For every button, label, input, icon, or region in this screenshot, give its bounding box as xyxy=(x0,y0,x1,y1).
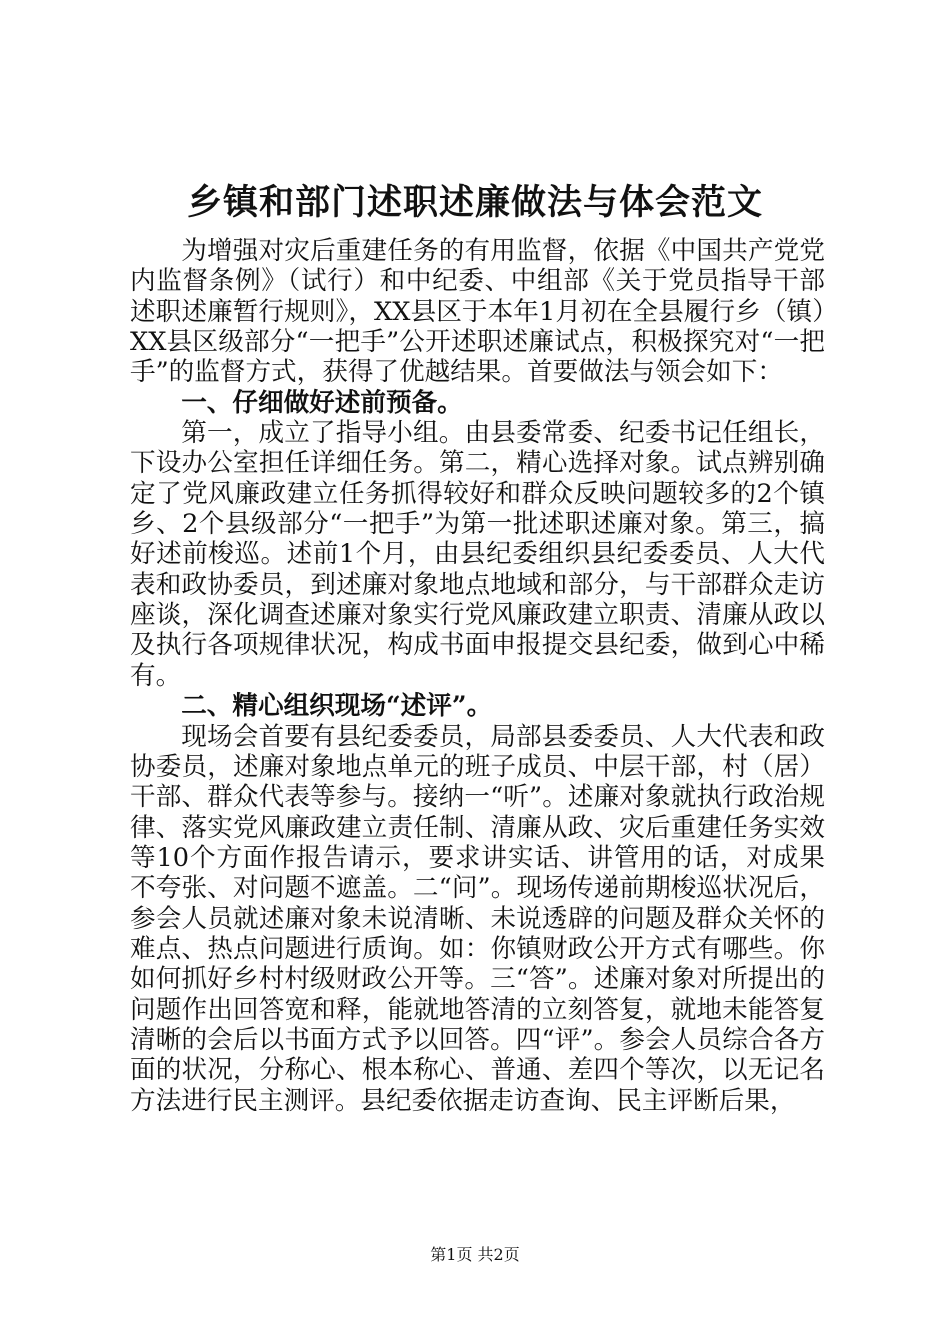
document-body xyxy=(130,236,825,1116)
page-footer: 第1页 共2页 xyxy=(430,1245,520,1264)
section-heading-1: 一、仔细做好述前预备。 xyxy=(181,387,463,418)
paragraph-intro: 为增强对灾后重建任务的有用监督，依据《中国共产党党内监督条例》（试行）和中纪委、中组部《关于党员指导干部述职述廉暂行规则》，XX县区于本年1月初在全县履行乡（镇）XX县区级部分“一把手”公开述职述廉试点，积极探究对“一把手”的监督方式，获得了优越结果。首要做法与领会如下： xyxy=(130,236,825,388)
paragraph-section-1: 第一，成立了指导小组。由县委常委、纪委书记任组长，下设办公室担任详细任务。第二，精心选择对象。试点辨别确定了党风廉政建立任务抓得较好和群众反映问题较多的2个镇乡、2个县级部分“一把手”为第一批述职述廉对象。第三，搞好述前梭巡。述前1个月，由县纪委组织县纪委委员、人大代表和政协委员，到述廉对象地点地域和部分，与干部群众走访座谈，深化调查述廉对象实行党风廉政建立职责、清廉从政以及执行各项规律状况，构成书面申报提交县纪委，做到心中稀有。 xyxy=(130,418,825,691)
document-title: 乡镇和部门述职述廉做法与体会范文 xyxy=(186,182,763,223)
section-heading-2: 二、精心组织现场“述评”。 xyxy=(181,691,493,722)
paragraph-section-2: 现场会首要有县纪委委员，局部县委委员、人大代表和政协委员，述廉对象地点单元的班子成员、中层干部，村（居）干部、群众代表等参与。接纳一“听”。述廉对象就执行政治规律、落实党风廉政建立责任制、清廉从政、灾后重建任务实效等10个方面作报告请示，要求讲实话、讲管用的话，对成果不夸张、对问题不遮盖。二“问”。现场传递前期梭巡状况后，参会人员就述廉对象未说清晰、未说透辟的问题及群众关怀的难点、热点问题进行质询。如：你镇财政公开方式有哪些。你如何抓好乡村村级财政公开等。三“答”。述廉对象对所提出的问题作出回答宽和释，能就地答清的立刻答复，就地未能答复清晰的会后以书面方式予以回答。四“评”。参会人员综合各方面的状况，分称心、根本称心、普通、差四个等次，以无记名方法进行民主测评。县纪委依据走访查询、民主评断后果， xyxy=(130,721,825,1116)
